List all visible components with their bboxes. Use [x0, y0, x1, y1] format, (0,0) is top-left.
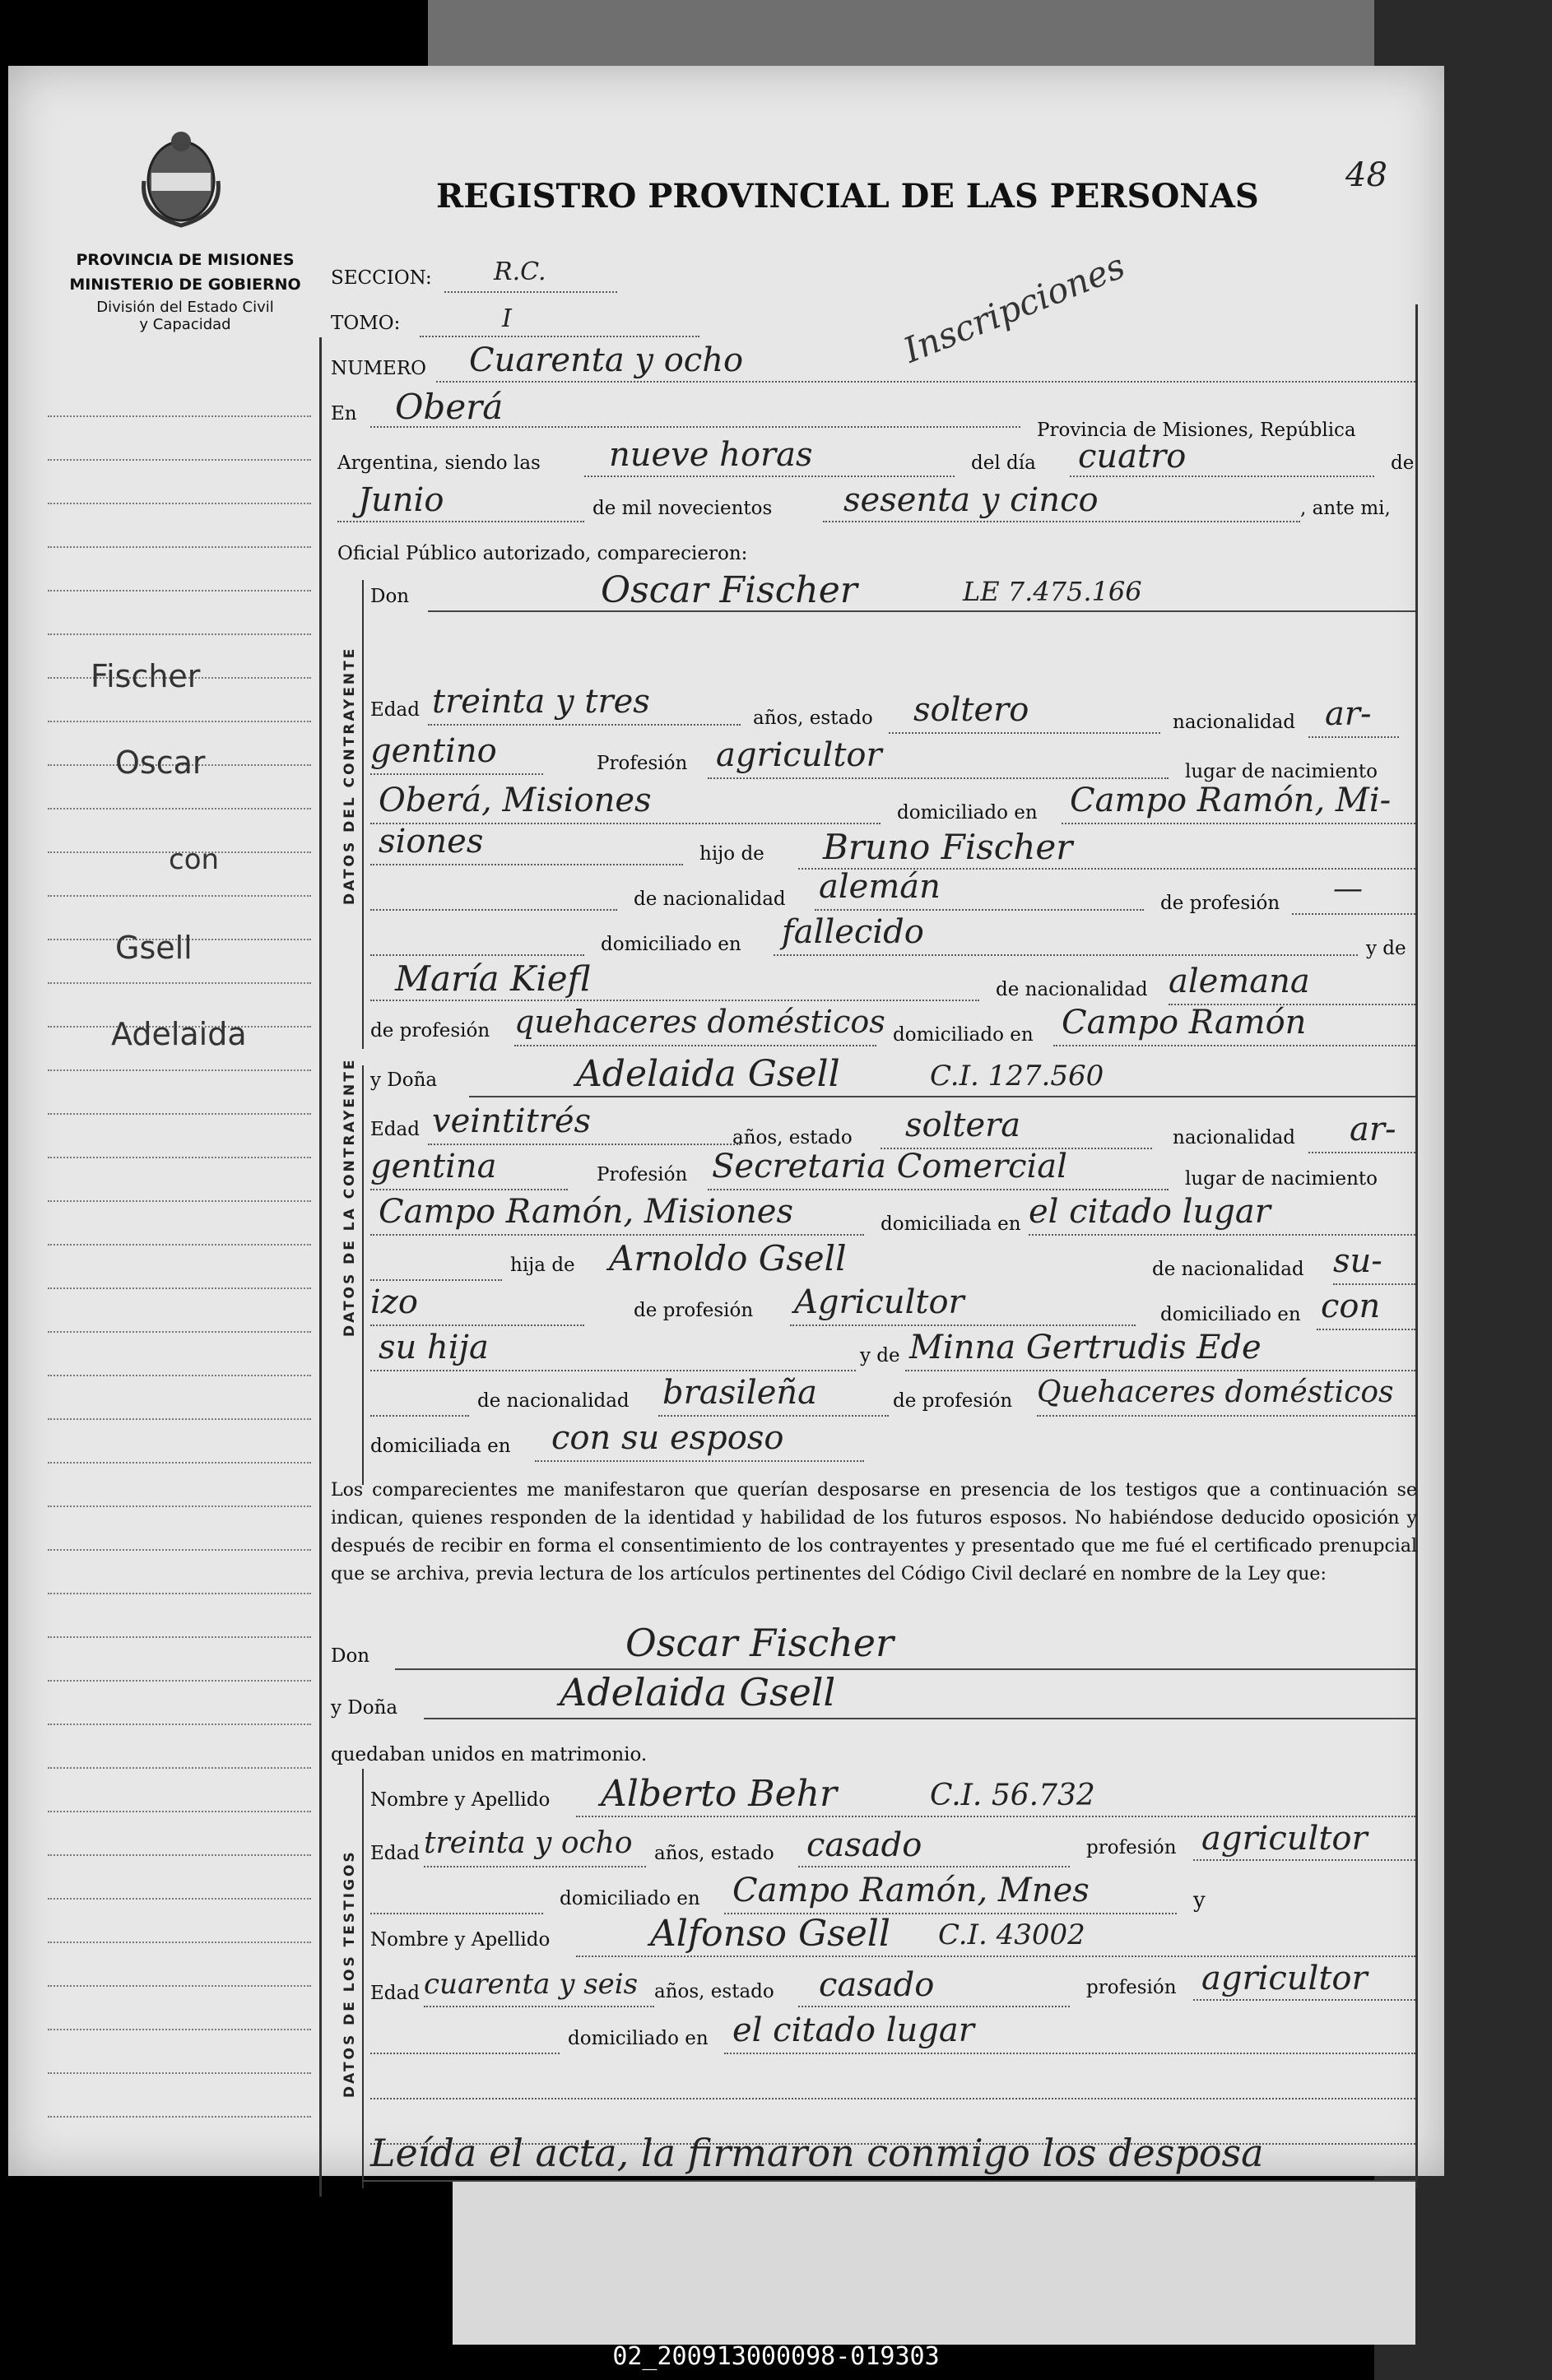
background-strip-top	[428, 0, 1374, 66]
profesion-label: Profesión	[597, 753, 688, 774]
contrayente-side-label: DATOS DEL CONTRAYENTE	[342, 646, 358, 905]
madre2-domicilio: con su esposo	[551, 1419, 784, 1457]
numero-label: NUMERO	[331, 358, 427, 379]
madre2-profesion-label: de profesión	[893, 1390, 1013, 1412]
testigos-side-label: DATOS DE LOS TESTIGOS	[342, 1849, 358, 2098]
testigo1-doc: C.I. 56.732	[930, 1779, 1095, 1812]
padre-profesion: —	[1333, 872, 1363, 906]
testigo1-estado-label: años, estado	[654, 1843, 774, 1864]
margin-name-1: Fischer	[91, 658, 201, 694]
y-de-label: y de	[1366, 938, 1406, 959]
de-mil-label: de mil novecientos	[592, 498, 773, 519]
margin-name-5: Adelaida	[111, 1016, 247, 1052]
profesion2-label: Profesión	[597, 1164, 688, 1185]
madre2-nacionalidad: brasileña	[662, 1374, 817, 1412]
padre2-nacionalidad-2: izo	[370, 1283, 418, 1321]
padre-nacionalidad: alemán	[819, 868, 941, 906]
testigo1-domicilio-label: domiciliado en	[560, 1888, 700, 1909]
anio-value: sesenta y cinco	[843, 481, 1099, 519]
footer-filename: 02_200913000098-019303	[612, 2342, 940, 2371]
madre-nacionalidad: alemana	[1169, 963, 1310, 1000]
don-label: Don	[370, 586, 410, 607]
province-label: PROVINCIA DE MISIONES	[76, 251, 295, 269]
contrayente-doc: LE 7.475.166	[963, 576, 1142, 607]
domiciliada-label: domiciliada en	[881, 1213, 1021, 1235]
closing-text: Leída el acta, la firmaron conmigo los desposa	[370, 2131, 1264, 2175]
declaration-don-label: Don	[331, 1645, 370, 1667]
testigo1-nombre-label: Nombre y Apellido	[370, 1789, 551, 1811]
ministry-label: MINISTERIO DE GOBIERNO	[69, 276, 301, 294]
edad-value: treinta y tres	[432, 683, 650, 721]
domicilio2-value: el citado lugar	[1029, 1193, 1271, 1231]
padre2-nacionalidad-label: de nacionalidad	[1152, 1259, 1304, 1280]
edad2-label: Edad	[370, 1119, 420, 1140]
declaration-dona-name: Adelaida Gsell	[560, 1670, 836, 1714]
testigo2-profesion: agricultor	[1201, 1960, 1368, 1997]
contrayente2-side-label: DATOS DE LA CONTRAYENTE	[342, 1057, 358, 1337]
padre2-domicilio-1: con	[1321, 1287, 1381, 1325]
madre-name: María Kiefl	[395, 958, 591, 999]
underlying-page	[453, 2180, 1415, 2345]
declaration-dona-label: y Doña	[331, 1697, 398, 1719]
certificate-sheet	[8, 66, 1444, 2176]
nacionalidad2-value-2: gentina	[370, 1148, 497, 1185]
testigo2-estado: casado	[819, 1966, 935, 2004]
testigo1-profesion-label: profesión	[1086, 1837, 1177, 1858]
estado2-value: soltera	[905, 1106, 1021, 1144]
testigo1-profesion: agricultor	[1201, 1820, 1368, 1858]
testigo2-name: Alfonso Gsell	[650, 1913, 890, 1955]
testigo2-edad: cuarenta y seis	[424, 1968, 639, 2001]
provincia-text: Provincia de Misiones, República	[1037, 420, 1356, 441]
profesion2-value: Secretaria Comercial	[712, 1148, 1067, 1185]
padre2-domicilio-label: domiciliado en	[1160, 1304, 1301, 1325]
domicilio-value-1: Campo Ramón, Mi-	[1070, 782, 1392, 819]
padre-profesion-label: de profesión	[1160, 893, 1280, 914]
seccion-label: SECCION:	[331, 267, 432, 289]
madre-nacionalidad-label: de nacionalidad	[996, 979, 1148, 1000]
madre2-domicilio-label: domiciliada en	[370, 1436, 511, 1457]
horas-value: nueve horas	[609, 436, 813, 474]
testigo1-edad-label: Edad	[370, 1843, 420, 1864]
margin-separator	[319, 337, 322, 2197]
padre2-name: Arnoldo Gsell	[609, 1238, 847, 1278]
capacity-label: y Capacidad	[139, 316, 231, 333]
hijo-de-label: hijo de	[699, 843, 764, 865]
anios-estado-label: años, estado	[753, 708, 873, 729]
lugar-nacimiento2-label: lugar de nacimiento	[1185, 1168, 1378, 1190]
domiciliado-label: domiciliado en	[897, 802, 1038, 823]
padre2-profesion: Agricultor	[794, 1283, 964, 1321]
contrayente2-block-border	[362, 1065, 364, 1485]
contrayente-name: Oscar Fischer	[601, 569, 857, 611]
madre2-name: Minna Gertrudis Ede	[909, 1329, 1262, 1366]
testigo1-domicilio: Campo Ramón, Mnes	[732, 1872, 1090, 1909]
unidos-text: quedaban unidos en matrimonio.	[331, 1744, 648, 1765]
madre-profesion-label: de profesión	[370, 1020, 490, 1042]
lugar-nacimiento-label: lugar de nacimiento	[1185, 761, 1378, 782]
madre2-profesion: Quehaceres domésticos	[1037, 1376, 1394, 1409]
madre-domicilio-label: domiciliado en	[893, 1024, 1034, 1046]
oficial-label: Oficial Público autorizado, comparecieron:	[337, 543, 748, 564]
document-title: REGISTRO PROVINCIAL DE LAS PERSONAS	[436, 177, 1259, 216]
page-number: 48	[1345, 156, 1387, 194]
y-connector: y	[1193, 1888, 1206, 1913]
mes-value: Junio	[358, 481, 444, 519]
lugar-nacimiento-value: Oberá, Misiones	[379, 782, 652, 819]
testigo2-estado-label: años, estado	[654, 1981, 774, 2002]
tomo-label: TOMO:	[331, 313, 401, 334]
lugar-nacimiento2-value: Campo Ramón, Misiones	[379, 1193, 793, 1231]
ante-mi-label: , ante mi,	[1300, 498, 1391, 519]
testigo2-domicilio-label: domiciliado en	[568, 2028, 709, 2049]
de-label: de	[1391, 452, 1415, 474]
argentina-label: Argentina, siendo las	[337, 452, 541, 474]
del-dia-label: del día	[971, 452, 1036, 474]
nacionalidad2-value-1: ar-	[1350, 1111, 1396, 1148]
padre2-nacionalidad-1: su-	[1333, 1242, 1382, 1280]
annotation-stamp: Inscripciones	[898, 245, 1131, 371]
testigos-block-border	[362, 1769, 364, 2188]
padre-domicilio-label: domiciliado en	[601, 934, 741, 955]
dona-label: y Doña	[370, 1069, 438, 1091]
edad-label: Edad	[370, 699, 420, 721]
margin-name-4: Gsell	[115, 930, 193, 966]
numero-value: Cuarenta y ocho	[469, 341, 744, 379]
margin-name-2: Oscar	[115, 745, 206, 781]
testigo1-name: Alberto Behr	[601, 1773, 837, 1815]
nacionalidad2-label: nacionalidad	[1173, 1127, 1296, 1148]
y-de2-label: y de	[860, 1345, 900, 1366]
en-value: Oberá	[395, 387, 504, 427]
contrayente-block-border	[362, 580, 364, 1049]
testigo2-edad-label: Edad	[370, 1983, 420, 2004]
margin-name-3: con	[169, 843, 220, 876]
testigo2-profesion-label: profesión	[1086, 1977, 1177, 1998]
testigo2-nombre-label: Nombre y Apellido	[370, 1929, 551, 1951]
padre-domicilio: fallecido	[782, 913, 924, 951]
hija-de-label: hija de	[510, 1255, 575, 1276]
nacionalidad-label: nacionalidad	[1173, 712, 1296, 733]
estado-value: soltero	[913, 691, 1029, 729]
padre-name: Bruno Fischer	[823, 827, 1073, 867]
declaration-don-name: Oscar Fischer	[625, 1621, 894, 1665]
testigo2-domicilio: el citado lugar	[732, 2011, 974, 2049]
en-label: En	[331, 403, 357, 425]
nacionalidad-value-1: ar-	[1325, 695, 1372, 733]
declaration-paragraph: Los comparecientes me manifestaron que querían desposarse en presencia de los testigos que a continuación se indican, quienes responden de la identidad y habilidad de los futuros esposos. No habiéndose deducido oposición y después de recibir en forma el consentimiento de los contrayentes y presentado que me fué el certificado prenupcial que se archiva, previa lectura de los artículos pertinentes del Código Civil declaré en nombre de la Ley que:	[331, 1480, 1417, 1584]
padre-nacionalidad-label: de nacionalidad	[634, 888, 786, 910]
domicilio-value-2: siones	[379, 823, 484, 861]
edad2-value: veintitrés	[432, 1102, 592, 1140]
right-border	[1415, 304, 1418, 2188]
testigo1-estado: casado	[806, 1826, 922, 1864]
padre2-domicilio-2: su hija	[379, 1329, 489, 1366]
madre-profesion: quehaceres domésticos	[514, 1004, 885, 1040]
anios-estado2-label: años, estado	[732, 1127, 853, 1148]
division-label: División del Estado Civil	[96, 299, 274, 316]
madre-domicilio: Campo Ramón	[1062, 1004, 1307, 1042]
nacionalidad-value-2: gentino	[370, 732, 497, 770]
seccion-value: R.C.	[494, 257, 546, 286]
dia-value: cuatro	[1078, 438, 1187, 476]
padre2-profesion-label: de profesión	[634, 1300, 754, 1321]
testigo2-doc: C.I. 43002	[938, 1918, 1085, 1951]
profesion-value: agricultor	[716, 736, 882, 774]
contrayente2-doc: C.I. 127.560	[930, 1060, 1104, 1093]
tomo-value: I	[502, 304, 512, 333]
margin-column	[8, 66, 337, 2176]
madre2-nacionalidad-label: de nacionalidad	[477, 1390, 630, 1412]
testigo1-edad: treinta y ocho	[424, 1826, 633, 1860]
contrayente2-name: Adelaida Gsell	[576, 1053, 840, 1095]
